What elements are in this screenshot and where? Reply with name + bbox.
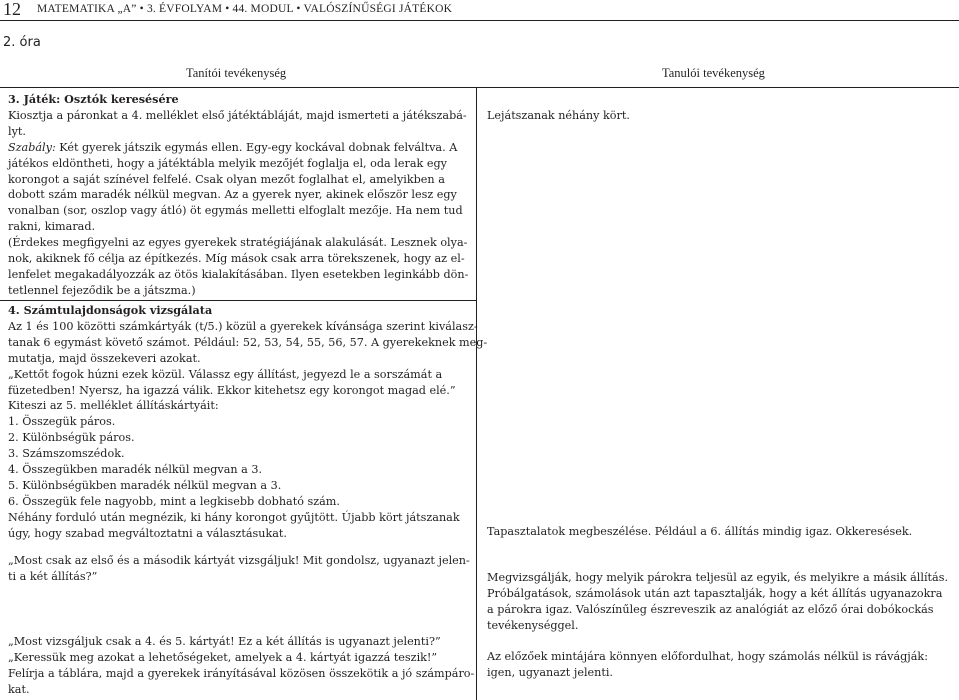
text-line: tanak 6 egymást követő számot. Például: 52, 53, 54, 55, 56, 57. A gyerekeknek meg- xyxy=(8,335,488,349)
question-2 xyxy=(8,634,473,698)
text-line: tetlennel fejeződik be a játszma.) xyxy=(8,283,196,297)
list-item: 2. Különbségük páros. xyxy=(8,431,135,445)
text-line: (Érdekes megfigyelni az egyes gyerekek stratégiájának alakulását. Lesznek olya- xyxy=(8,236,468,250)
text-line: lenfelet megakadályozzák az ötös kialakításában. Ilyen esetekben leginkább dön- xyxy=(8,267,469,281)
text-line: Kiteszi az 5. melléklet állításkártyáit: xyxy=(8,399,219,413)
table-header-rule xyxy=(0,87,959,88)
list-item: 5. Különbségükben maradék nélkül megvan a 3. xyxy=(8,478,282,492)
text-line: Tapasztalatok megbeszélése. Például a 6. állítás mindig igaz. Okkeresések. xyxy=(487,525,913,538)
rule-label: Szabály: xyxy=(8,140,56,154)
text-line: kat. xyxy=(8,682,30,696)
text-line: rakni, kimarad. xyxy=(8,220,96,234)
text-line: „Most csak az első és a második kártyát vizsgáljuk! Mit gondolsz, ugyanazt jelen- xyxy=(8,554,470,567)
header-rule xyxy=(0,20,959,21)
student-previous-note xyxy=(487,649,955,681)
text-line: füzetedben! Nyersz, ha igazzá válik. Ekkor kitehetsz egy korongot magad elé.” xyxy=(8,383,456,397)
text-line: „Keressük meg azokat a lehetőségeket, amelyek a 4. kártyát igazzá teszik!” xyxy=(8,650,438,664)
page-number: 12 xyxy=(3,0,21,19)
text-line: mutatja, majd összekeveri azokat. xyxy=(8,351,201,365)
student-play-note xyxy=(487,108,955,124)
text-line: Felírja a táblára, majd a gyerekek irányításával közösen összekötik a jó számpáro- xyxy=(8,666,475,680)
rule-text: Két gyerek játszik egymás ellen. Egy-egy kockával dobnak felváltva. A xyxy=(55,140,458,154)
text-line: nok, akiknek fő célja az építkezés. Míg mások csak arra törekszenek, hogy az el- xyxy=(8,252,465,266)
text-line: vonalban (sor, oszlop vagy átló) öt egymás melletti elfoglalt mezője. Ha nem tud xyxy=(8,204,463,218)
text-line: lyt. xyxy=(8,124,26,138)
text-line: játékos eldöntheti, hogy a játéktábla melyik mezőjét foglalja el, oda lerak egy xyxy=(8,156,447,170)
text-line: a párokra igaz. Valószínűleg észreveszik az analógiát az előző órai dobókockás xyxy=(487,602,934,616)
student-investigate-note xyxy=(487,570,955,634)
question-1 xyxy=(8,553,473,585)
list-item: 6. Összegük fele nagyobb, mint a legkisebb dobható szám. xyxy=(8,494,340,508)
text-line: ti a két állítás?” xyxy=(8,569,98,583)
section-divider xyxy=(0,300,476,301)
text-line: Lejátszanak néhány kört. xyxy=(487,109,630,122)
text-line: Az 1 és 100 közötti számkártyák (t/5.) közül a gyerekek kívánsága szerint kiválasz- xyxy=(8,319,478,333)
text-line: „Most vizsgáljuk csak a 4. és 5. kártyát! Ez a két állítás is ugyanazt jelenti?” xyxy=(8,635,441,648)
text-line: Az előzőek mintájára könnyen előfordulhat, hogy számolás nélkül is rávágják: xyxy=(487,650,928,663)
text-line: dobott szám maradék nélkül megvan. Az a gyerek nyer, akinek először lesz egy xyxy=(8,188,457,202)
text-line: igen, ugyanazt jelenti. xyxy=(487,665,613,679)
running-head: MATEMATIKA „A” • 3. ÉVFOLYAM • 44. MODUL • VALÓSZÍNŰSÉGI JÁTÉKOK xyxy=(37,3,453,15)
text-line: korongot a saját színével felfelé. Csak olyan mezőt foglalhat el, amelyikben a xyxy=(8,172,445,186)
rule-line xyxy=(8,140,473,156)
text-line: tevékenységgel. xyxy=(487,618,579,632)
text-line: Megvizsgálják, hogy melyik párokra teljesül az egyik, és melyikre a másik állítás. xyxy=(487,571,949,584)
task-title: 4. Számtulajdonságok vizsgálata xyxy=(8,303,213,317)
list-item: 3. Számszomszédok. xyxy=(8,447,125,461)
text-line: Kiosztja a páronkat a 4. melléklet első játéktábláját, majd ismerteti a játékszabá- xyxy=(8,108,467,122)
section-title: 2. óra xyxy=(3,35,41,50)
game-section xyxy=(8,92,473,299)
student-column-heading: Tanulói tevékenység xyxy=(662,66,765,80)
text-line: Próbálgatások, számolások után azt tapasztalják, hogy a két állítás ugyanazokra xyxy=(487,586,943,600)
list-item: 1. Összegük páros. xyxy=(8,415,116,429)
list-item: 4. Összegükben maradék nélkül megvan a 3. xyxy=(8,463,263,477)
column-divider xyxy=(476,87,477,700)
teacher-column-heading: Tanítói tevékenység xyxy=(186,66,287,80)
text-line: „Kettőt fogok húzni ezek közül. Válassz egy állítást, jegyezd le a sorszámát a xyxy=(8,367,443,381)
text-line: Néhány forduló után megnézik, ki hány korongot gyűjtött. Újabb kört játszanak xyxy=(8,510,460,524)
task-section xyxy=(8,303,488,542)
game-title: 3. Játék: Osztók keresésére xyxy=(8,92,179,106)
student-experience-note xyxy=(487,524,955,540)
page-header xyxy=(0,0,959,20)
text-line: úgy, hogy szabad megváltoztatni a választásukat. xyxy=(8,526,287,540)
